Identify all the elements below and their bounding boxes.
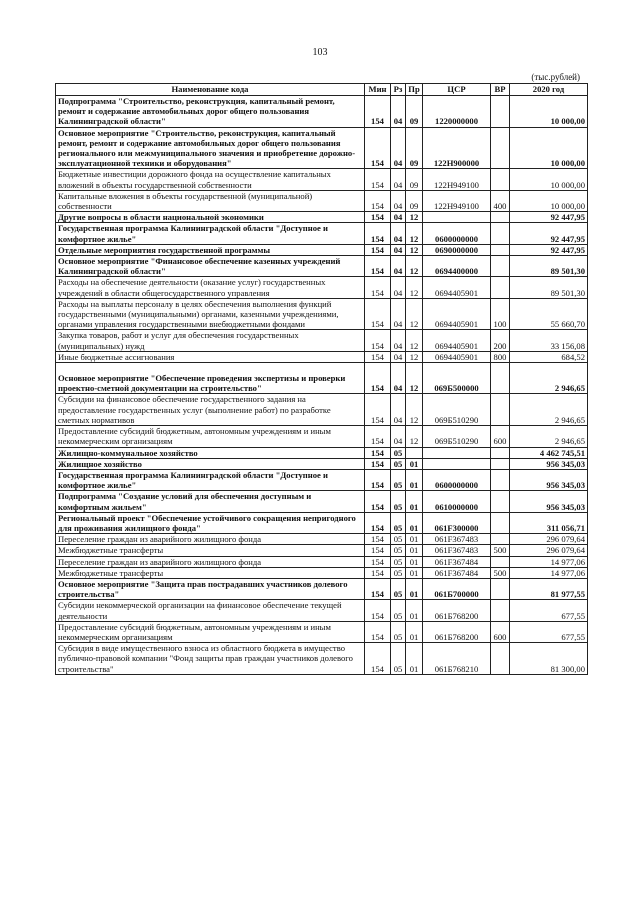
cell-min: 154: [365, 578, 391, 599]
cell-vr: [491, 256, 510, 277]
cell-amount: 296 079,64: [510, 534, 588, 545]
cell-vr: [491, 127, 510, 169]
cell-pr: 01: [406, 567, 423, 578]
cell-csr: 0694405901: [423, 277, 491, 298]
cell-min: 154: [365, 426, 391, 447]
cell-min: 154: [365, 351, 391, 362]
header-name: Наименование кода: [56, 84, 365, 96]
cell-pr: 01: [406, 491, 423, 512]
cell-vr: [491, 534, 510, 545]
cell-pr: 12: [406, 351, 423, 362]
cell-amount: 2 946,65: [510, 426, 588, 447]
cell-name: Государственная программа Калининградской области "Доступное и комфортное жилье": [56, 223, 365, 244]
header-min: Мин: [365, 84, 391, 96]
cell-pr: 12: [406, 394, 423, 426]
cell-amount: 684,52: [510, 351, 588, 362]
cell-vr: [491, 578, 510, 599]
cell-name: Межбюджетные трансферты: [56, 545, 365, 556]
cell-rz: 05: [391, 545, 406, 556]
table-row: [56, 277, 588, 298]
table-row: [56, 447, 588, 458]
table-row: [56, 363, 588, 394]
table-row: [56, 256, 588, 277]
cell-rz: 04: [391, 426, 406, 447]
cell-amount: 89 501,30: [510, 277, 588, 298]
cell-csr: 0600000000: [423, 223, 491, 244]
table-row: [56, 458, 588, 469]
cell-min: 154: [365, 469, 391, 490]
cell-vr: [491, 277, 510, 298]
cell-vr: [491, 600, 510, 621]
cell-min: 154: [365, 447, 391, 458]
cell-amount: 677,55: [510, 621, 588, 642]
cell-name: Субсидия в виде имущественного взноса из областного бюджета в имущество публично-правовой компании "Фонд защиты прав граждан участников долевого строительства": [56, 643, 365, 675]
cell-rz: 04: [391, 96, 406, 128]
cell-amount: 14 977,06: [510, 567, 588, 578]
cell-csr: 061Б768200: [423, 600, 491, 621]
cell-csr: 061Б700000: [423, 578, 491, 599]
cell-csr: 061F367483: [423, 534, 491, 545]
cell-rz: 05: [391, 491, 406, 512]
cell-name: Подпрограмма "Строительство, реконструкция, капитальный ремонт, ремонт и содержание автомобильных дорог общего пользования Калининградской области": [56, 96, 365, 128]
cell-min: 154: [365, 491, 391, 512]
cell-min: 154: [365, 556, 391, 567]
cell-amount: 14 977,06: [510, 556, 588, 567]
table-row: [56, 394, 588, 426]
cell-min: 154: [365, 600, 391, 621]
cell-name: Субсидии некоммерческой организации на финансовое обеспечение текущей деятельности: [56, 600, 365, 621]
cell-pr: 12: [406, 298, 423, 330]
cell-vr: 500: [491, 545, 510, 556]
cell-name: Основное мероприятие "Обеспечение проведения экспертизы и проверки проектно-сметной документации на строительство": [56, 363, 365, 394]
cell-vr: [491, 447, 510, 458]
cell-amount: 2 946,65: [510, 394, 588, 426]
header-vr: ВР: [491, 84, 510, 96]
cell-amount: 311 056,71: [510, 512, 588, 533]
cell-min: 154: [365, 330, 391, 351]
cell-vr: [491, 458, 510, 469]
cell-rz: 05: [391, 447, 406, 458]
cell-rz: 05: [391, 643, 406, 675]
cell-vr: 600: [491, 621, 510, 642]
table-row: [56, 578, 588, 599]
cell-min: 154: [365, 223, 391, 244]
cell-name: Отдельные мероприятия государственной программы: [56, 244, 365, 255]
cell-rz: 04: [391, 330, 406, 351]
cell-rz: 04: [391, 190, 406, 211]
cell-pr: 12: [406, 363, 423, 394]
cell-rz: 04: [391, 363, 406, 394]
cell-vr: [491, 212, 510, 223]
cell-amount: 10 000,00: [510, 96, 588, 128]
table-row: [56, 298, 588, 330]
cell-min: 154: [365, 363, 391, 394]
table-row: [56, 212, 588, 223]
cell-amount: 956 345,03: [510, 469, 588, 490]
units-label: (тыс.рублей): [531, 72, 580, 82]
header-year: 2020 год: [510, 84, 588, 96]
cell-min: 154: [365, 190, 391, 211]
cell-rz: 05: [391, 556, 406, 567]
cell-name: Другие вопросы в области национальной экономики: [56, 212, 365, 223]
cell-name: Иные бюджетные ассигнования: [56, 351, 365, 362]
cell-pr: 12: [406, 256, 423, 277]
cell-amount: 956 345,03: [510, 491, 588, 512]
cell-csr: [423, 447, 491, 458]
cell-vr: [491, 96, 510, 128]
cell-rz: 05: [391, 469, 406, 490]
cell-vr: [491, 363, 510, 394]
cell-amount: 55 660,70: [510, 298, 588, 330]
cell-csr: 061F367484: [423, 567, 491, 578]
cell-rz: 04: [391, 127, 406, 169]
table-row: [56, 534, 588, 545]
cell-pr: 12: [406, 426, 423, 447]
cell-pr: 01: [406, 578, 423, 599]
cell-rz: 05: [391, 621, 406, 642]
cell-name: Подпрограмма "Создание условий для обеспечения доступным и комфортным жильем": [56, 491, 365, 512]
cell-rz: 04: [391, 256, 406, 277]
cell-vr: [491, 169, 510, 190]
table-row: [56, 426, 588, 447]
header-csr: ЦСР: [423, 84, 491, 96]
cell-csr: 122Н900000: [423, 127, 491, 169]
cell-name: Жилищно-коммунальное хозяйство: [56, 447, 365, 458]
cell-rz: 05: [391, 512, 406, 533]
cell-pr: 12: [406, 212, 423, 223]
cell-name: Жилищное хозяйство: [56, 458, 365, 469]
table-row: [56, 351, 588, 362]
table-row: [56, 223, 588, 244]
cell-rz: 05: [391, 458, 406, 469]
cell-csr: [423, 212, 491, 223]
cell-name: Предоставление субсидий бюджетным, автономным учреждениям и иным некоммерческим организациям: [56, 621, 365, 642]
cell-amount: 10 000,00: [510, 127, 588, 169]
cell-vr: 400: [491, 190, 510, 211]
cell-csr: 0694405901: [423, 351, 491, 362]
cell-csr: 061F367483: [423, 545, 491, 556]
cell-min: 154: [365, 277, 391, 298]
table-header-row: [56, 84, 588, 96]
cell-name: Основное мероприятие "Строительство, реконструкция, капитальный ремонт, ремонт и содержание автомобильных дорог общего пользования регионального или межмуниципального значения и приобретение дорожно-эксплуатационной техники и оборудования": [56, 127, 365, 169]
cell-pr: 12: [406, 277, 423, 298]
cell-min: 154: [365, 567, 391, 578]
cell-rz: 04: [391, 223, 406, 244]
cell-csr: 0610000000: [423, 491, 491, 512]
cell-rz: 05: [391, 578, 406, 599]
budget-table: [55, 83, 588, 675]
cell-csr: 061F367484: [423, 556, 491, 567]
cell-vr: [491, 469, 510, 490]
cell-amount: 89 501,30: [510, 256, 588, 277]
cell-min: 154: [365, 394, 391, 426]
cell-vr: [491, 223, 510, 244]
cell-vr: 200: [491, 330, 510, 351]
cell-pr: 01: [406, 545, 423, 556]
cell-pr: 01: [406, 621, 423, 642]
cell-vr: 500: [491, 567, 510, 578]
cell-pr: 01: [406, 469, 423, 490]
table-row: [56, 190, 588, 211]
cell-csr: 069Б510290: [423, 394, 491, 426]
cell-pr: 12: [406, 330, 423, 351]
cell-min: 154: [365, 512, 391, 533]
cell-pr: [406, 447, 423, 458]
cell-name: Переселение граждан из аварийного жилищного фонда: [56, 534, 365, 545]
cell-pr: 09: [406, 127, 423, 169]
cell-name: Расходы на обеспечение деятельности (оказание услуг) государственных учреждений в области общегосударственного управления: [56, 277, 365, 298]
cell-name: Основное мероприятие "Защита прав пострадавших участников долевого строительства": [56, 578, 365, 599]
cell-csr: 061Б768200: [423, 621, 491, 642]
cell-rz: 04: [391, 394, 406, 426]
cell-rz: 04: [391, 298, 406, 330]
cell-rz: 04: [391, 169, 406, 190]
cell-pr: 01: [406, 458, 423, 469]
table-row: [56, 491, 588, 512]
cell-pr: 12: [406, 244, 423, 255]
cell-pr: 09: [406, 96, 423, 128]
cell-name: Предоставление субсидий бюджетным, автономным учреждениям и иным некоммерческим организациям: [56, 426, 365, 447]
table-row: [56, 556, 588, 567]
cell-amount: 10 000,00: [510, 190, 588, 211]
header-pr: Пр: [406, 84, 423, 96]
cell-rz: 05: [391, 600, 406, 621]
cell-csr: 122Н949100: [423, 190, 491, 211]
cell-vr: [491, 512, 510, 533]
cell-amount: 81 300,00: [510, 643, 588, 675]
page-number: 103: [312, 47, 328, 58]
cell-name: Субсидии на финансовое обеспечение государственного задания на предоставление государственных услуг (выполнение работ) по разработке сметных нормативов: [56, 394, 365, 426]
table-row: [56, 512, 588, 533]
cell-csr: 0694405901: [423, 298, 491, 330]
cell-min: 154: [365, 212, 391, 223]
table-row: [56, 469, 588, 490]
cell-min: 154: [365, 621, 391, 642]
cell-name: Межбюджетные трансферты: [56, 567, 365, 578]
cell-name: Бюджетные инвестиции дорожного фонда на осуществление капитальных вложений в объекты государственной собственности: [56, 169, 365, 190]
cell-pr: 01: [406, 600, 423, 621]
cell-csr: 069Б500000: [423, 363, 491, 394]
cell-name: Капитальные вложения в объекты государственной (муниципальной) собственности: [56, 190, 365, 211]
cell-rz: 04: [391, 351, 406, 362]
cell-vr: 600: [491, 426, 510, 447]
cell-rz: 04: [391, 244, 406, 255]
cell-csr: [423, 458, 491, 469]
cell-vr: [491, 556, 510, 567]
cell-amount: 956 345,03: [510, 458, 588, 469]
cell-pr: 01: [406, 534, 423, 545]
cell-rz: 04: [391, 277, 406, 298]
cell-amount: 10 000,00: [510, 169, 588, 190]
cell-amount: 296 079,64: [510, 545, 588, 556]
cell-min: 154: [365, 127, 391, 169]
cell-amount: 677,55: [510, 600, 588, 621]
cell-vr: [491, 394, 510, 426]
cell-min: 154: [365, 244, 391, 255]
cell-csr: 061Б768210: [423, 643, 491, 675]
cell-pr: 01: [406, 556, 423, 567]
table-row: [56, 545, 588, 556]
cell-min: 154: [365, 169, 391, 190]
cell-vr: [491, 244, 510, 255]
cell-name: Региональный проект "Обеспечение устойчивого сокращения непригодного для проживания жилищного фонда": [56, 512, 365, 533]
table-row: [56, 567, 588, 578]
cell-vr: [491, 491, 510, 512]
cell-amount: 2 946,65: [510, 363, 588, 394]
cell-csr: 1220000000: [423, 96, 491, 128]
cell-csr: 0600000000: [423, 469, 491, 490]
table-row: [56, 600, 588, 621]
cell-amount: 92 447,95: [510, 244, 588, 255]
cell-name: Закупка товаров, работ и услуг для обеспечения государственных (муниципальных) нужд: [56, 330, 365, 351]
header-rz: Рз: [391, 84, 406, 96]
cell-rz: 05: [391, 567, 406, 578]
table-row: [56, 169, 588, 190]
cell-pr: 01: [406, 643, 423, 675]
cell-rz: 05: [391, 534, 406, 545]
cell-name: Основное мероприятие "Финансовое обеспечение казенных учреждений Калининградской области": [56, 256, 365, 277]
cell-rz: 04: [391, 212, 406, 223]
cell-amount: 81 977,55: [510, 578, 588, 599]
cell-min: 154: [365, 96, 391, 128]
table-row: [56, 330, 588, 351]
cell-pr: 09: [406, 169, 423, 190]
cell-pr: 12: [406, 223, 423, 244]
cell-amount: 92 447,95: [510, 223, 588, 244]
cell-name: Расходы на выплаты персоналу в целях обеспечения выполнения функций государственными (муниципальными) органами, казенными учреждениями, органами управления государственными внебюджетными фондами: [56, 298, 365, 330]
cell-name: Переселение граждан из аварийного жилищного фонда: [56, 556, 365, 567]
table-row: [56, 643, 588, 675]
cell-min: 154: [365, 256, 391, 277]
cell-vr: 800: [491, 351, 510, 362]
table-row: [56, 127, 588, 169]
cell-vr: 100: [491, 298, 510, 330]
cell-csr: 0690000000: [423, 244, 491, 255]
cell-amount: 4 462 745,51: [510, 447, 588, 458]
cell-csr: 069Б510290: [423, 426, 491, 447]
cell-csr: 061F300000: [423, 512, 491, 533]
cell-amount: 33 156,08: [510, 330, 588, 351]
cell-min: 154: [365, 643, 391, 675]
cell-pr: 01: [406, 512, 423, 533]
cell-vr: [491, 643, 510, 675]
cell-csr: 0694400000: [423, 256, 491, 277]
cell-csr: 122Н949100: [423, 169, 491, 190]
cell-min: 154: [365, 298, 391, 330]
cell-name: Государственная программа Калининградской области "Доступное и комфортное жилье": [56, 469, 365, 490]
cell-min: 154: [365, 534, 391, 545]
cell-csr: 0694405901: [423, 330, 491, 351]
cell-min: 154: [365, 458, 391, 469]
cell-min: 154: [365, 545, 391, 556]
table-row: [56, 621, 588, 642]
cell-amount: 92 447,95: [510, 212, 588, 223]
table-row: [56, 96, 588, 128]
cell-pr: 09: [406, 190, 423, 211]
table-row: [56, 244, 588, 255]
